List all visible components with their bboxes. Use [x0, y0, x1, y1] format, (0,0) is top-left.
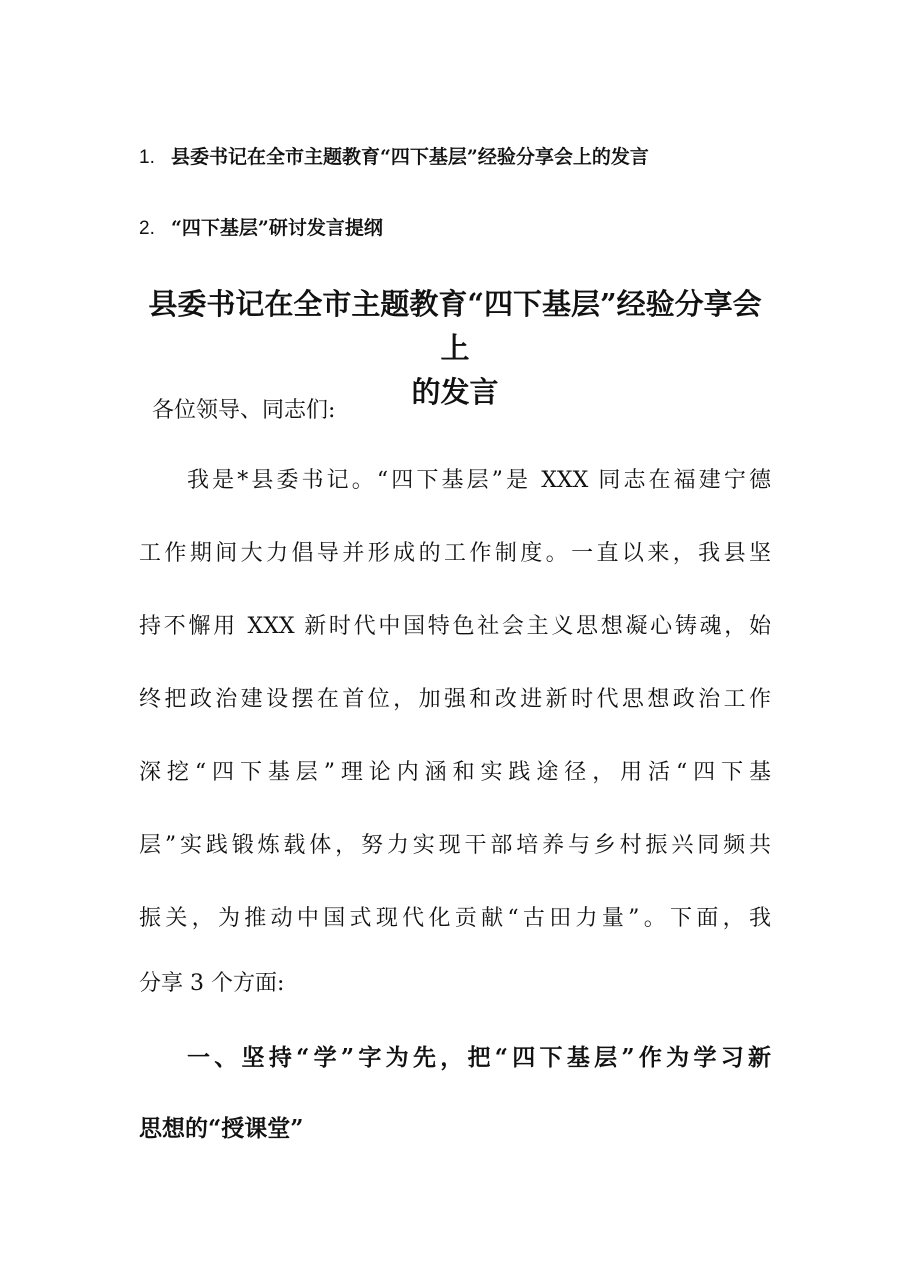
toc-text: 县委书记在全市主题教育“四下基层”经验分享会上的发言 — [171, 146, 649, 168]
section-heading-line: 思想的“授课堂” — [139, 1115, 304, 1142]
paragraph-line: 分享 3 个方面: — [139, 971, 285, 996]
paragraph-line: 工作期间大力倡导并形成的工作制度。一直以来，我县坚 — [139, 541, 771, 566]
section-heading-line: 一、坚持“学”字为先，把“四下基层”作为学习新 — [187, 1044, 771, 1071]
toc-number: 1. — [139, 147, 155, 168]
toc-item-2[interactable] — [139, 216, 383, 241]
document-title-line-2: 的发言 — [411, 375, 499, 409]
toc-text: “四下基层”研讨发言提纲 — [171, 217, 383, 239]
toc-number: 2. — [139, 218, 155, 239]
paragraph-line: 深挖“四下基层”理论内涵和实践途径，用活“四下基 — [139, 760, 771, 785]
document-title — [139, 282, 771, 414]
paragraph-line: 我是*县委书记。“四下基层”是 XXX 同志在福建宁德 — [187, 468, 771, 493]
paragraph-line: 持不懈用 XXX 新时代中国特色社会主义思想凝心铸魂，始 — [139, 614, 771, 639]
paragraph-line: 振关，为推动中国式现代化贡献“古田力量”。下面，我 — [139, 906, 771, 931]
toc-item-1[interactable] — [139, 145, 649, 170]
document-title-line-1: 县委书记在全市主题教育“四下基层”经验分享会上 — [148, 287, 762, 365]
paragraph-line: 层”实践锻炼载体，努力实现干部培养与乡村振兴同频共 — [139, 833, 771, 858]
paragraph-line: 终把政治建设摆在首位，加强和改进新时代思想政治工作 — [139, 687, 771, 712]
salutation: 各位领导、同志们: — [152, 398, 336, 423]
